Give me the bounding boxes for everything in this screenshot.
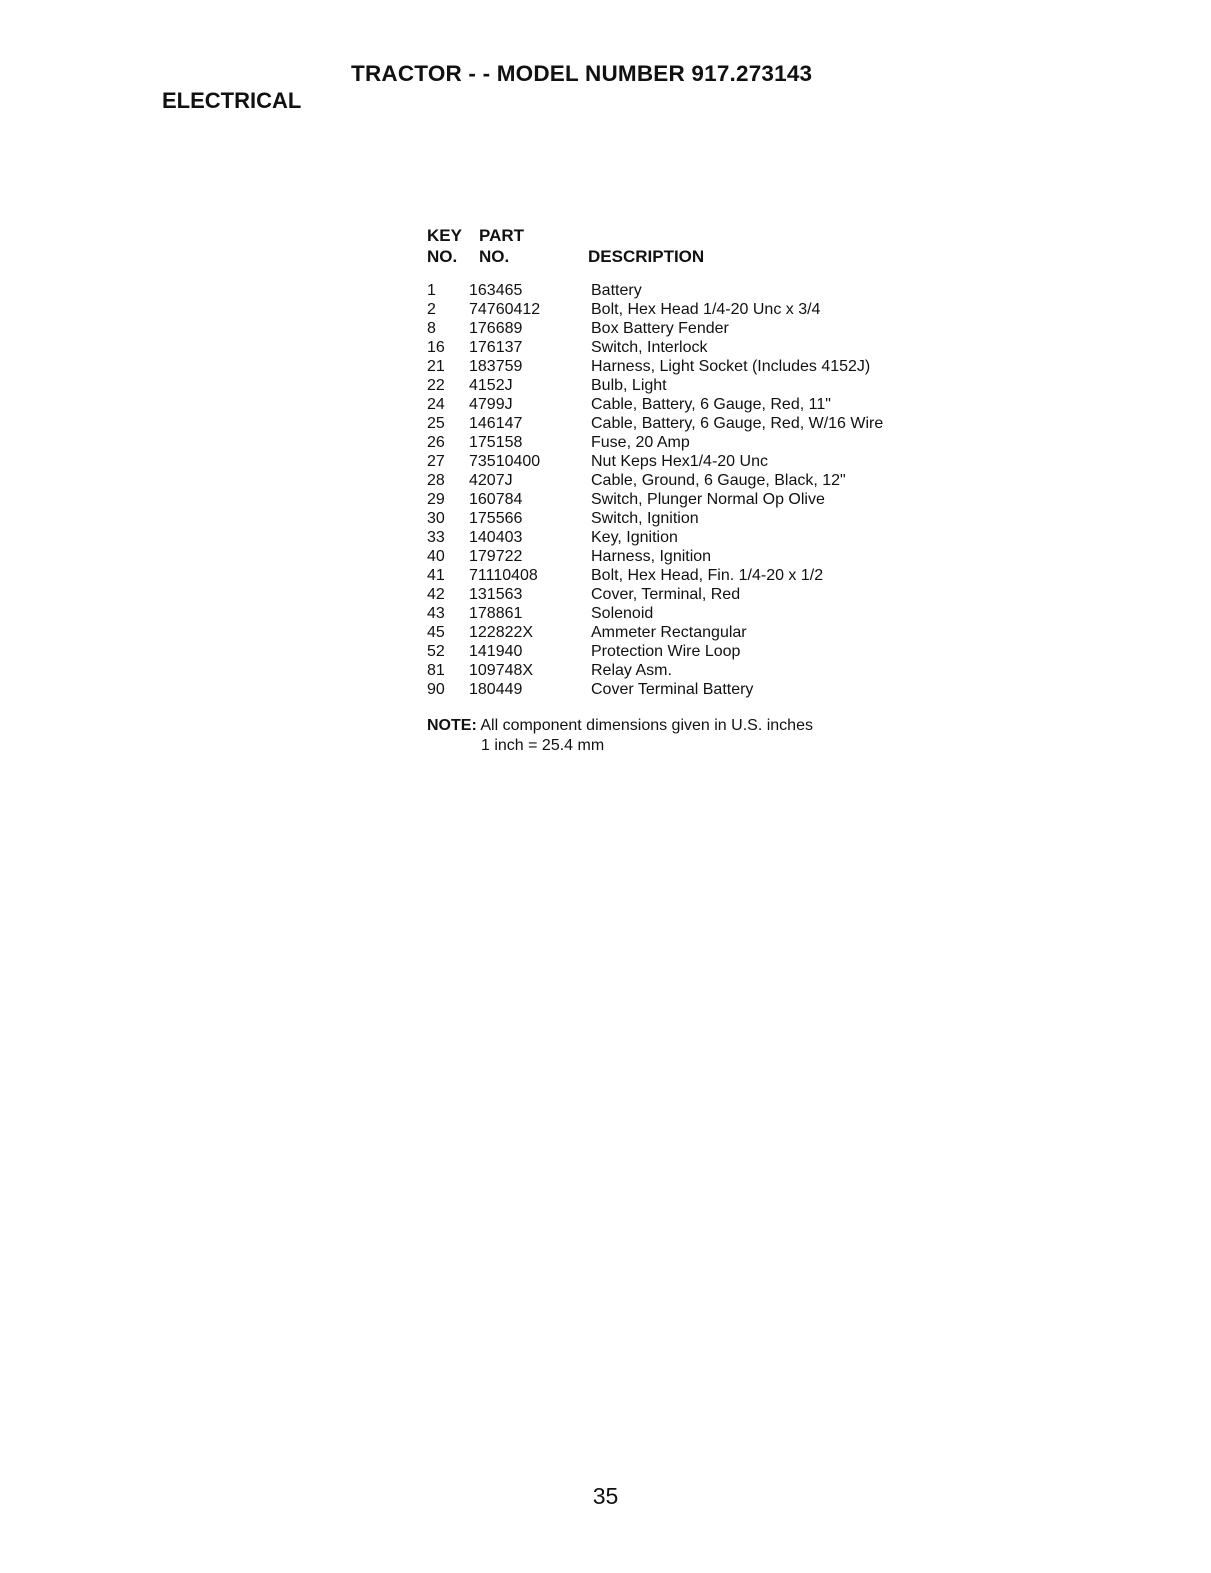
table-row xyxy=(427,319,1027,338)
part-number: 146147 xyxy=(469,415,523,432)
table-row xyxy=(427,281,1027,300)
part-number: 176689 xyxy=(469,320,523,337)
key-number: 81 xyxy=(427,662,445,679)
key-number: 41 xyxy=(427,567,445,584)
part-number: 109748X xyxy=(469,662,534,679)
part-number: 178861 xyxy=(469,605,523,622)
table-row xyxy=(427,509,1027,528)
key-column-header-line2: NO. xyxy=(427,247,458,266)
part-number: 73510400 xyxy=(469,453,541,470)
part-description: Battery xyxy=(591,282,642,299)
part-description: Fuse, 20 Amp xyxy=(591,434,690,451)
part-number: 122822X xyxy=(469,624,534,641)
part-number: 176137 xyxy=(469,339,523,356)
part-number: 183759 xyxy=(469,358,523,375)
key-number: 26 xyxy=(427,434,445,451)
part-number: 71110408 xyxy=(469,567,538,584)
part-column-header-line2: NO. xyxy=(479,247,510,266)
table-row xyxy=(427,623,1027,642)
key-number: 27 xyxy=(427,453,445,470)
part-column-header-line1: PART xyxy=(479,226,525,245)
part-description: Cover Terminal Battery xyxy=(591,681,754,698)
note-label: NOTE: xyxy=(427,717,477,734)
table-row xyxy=(427,338,1027,357)
part-number: 160784 xyxy=(469,491,523,508)
key-number: 28 xyxy=(427,472,445,489)
part-number: 4799J xyxy=(469,396,513,413)
key-number: 43 xyxy=(427,605,445,622)
table-row xyxy=(427,680,1027,699)
part-number: 4152J xyxy=(469,377,513,394)
part-description: Harness, Light Socket (Includes 4152J) xyxy=(591,358,871,375)
part-number: 74760412 xyxy=(469,301,541,318)
table-row xyxy=(427,490,1027,509)
note-conversion: 1 inch = 25.4 mm xyxy=(481,737,605,754)
note xyxy=(427,716,813,735)
part-number: 180449 xyxy=(469,681,523,698)
key-number: 30 xyxy=(427,510,445,527)
key-number: 42 xyxy=(427,586,445,603)
table-row xyxy=(427,433,1027,452)
table-row xyxy=(427,566,1027,585)
parts-table-header xyxy=(427,226,927,272)
part-number: 175158 xyxy=(469,434,523,451)
page-number: 35 xyxy=(592,1483,619,1509)
part-number: 4207J xyxy=(469,472,513,489)
key-number: 2 xyxy=(427,301,436,318)
table-row xyxy=(427,414,1027,433)
part-description: Bolt, Hex Head, Fin. 1/4-20 x 1/2 xyxy=(591,567,824,584)
part-number: 179722 xyxy=(469,548,523,565)
part-description: Solenoid xyxy=(591,605,654,622)
key-number: 8 xyxy=(427,320,436,337)
part-number: 163465 xyxy=(469,282,523,299)
key-number: 25 xyxy=(427,415,445,432)
part-description: Box Battery Fender xyxy=(591,320,729,337)
key-number: 21 xyxy=(427,358,445,375)
table-row xyxy=(427,604,1027,623)
part-number: 140403 xyxy=(469,529,523,546)
table-row xyxy=(427,452,1027,471)
key-number: 90 xyxy=(427,681,445,698)
part-description: Cable, Battery, 6 Gauge, Red, W/16 Wire xyxy=(591,415,884,432)
page-title: TRACTOR - - MODEL NUMBER 917.273143 xyxy=(351,61,813,86)
table-row xyxy=(427,395,1027,414)
part-description: Cable, Battery, 6 Gauge, Red, 11" xyxy=(591,396,831,413)
part-description: Key, Ignition xyxy=(591,529,678,546)
table-row xyxy=(427,471,1027,490)
table-row xyxy=(427,642,1027,661)
part-description: Cover, Terminal, Red xyxy=(591,586,741,603)
section-heading: ELECTRICAL xyxy=(162,88,302,113)
part-description: Bulb, Light xyxy=(591,377,667,394)
key-number: 40 xyxy=(427,548,445,565)
part-number: 141940 xyxy=(469,643,523,660)
part-description: Protection Wire Loop xyxy=(591,643,741,660)
description-column-header: DESCRIPTION xyxy=(588,247,705,266)
key-number: 1 xyxy=(427,282,436,299)
key-number: 33 xyxy=(427,529,445,546)
table-row xyxy=(427,585,1027,604)
part-description: Ammeter Rectangular xyxy=(591,624,747,641)
table-row xyxy=(427,661,1027,680)
key-number: 29 xyxy=(427,491,445,508)
table-row xyxy=(427,528,1027,547)
part-description: Switch, Interlock xyxy=(591,339,708,356)
part-description: Nut Keps Hex1/4-20 Unc xyxy=(591,453,768,470)
part-description: Bolt, Hex Head 1/4-20 Unc x 3/4 xyxy=(591,301,821,318)
key-column-header-line1: KEY xyxy=(427,226,462,245)
key-number: 52 xyxy=(427,643,445,660)
part-description: Harness, Ignition xyxy=(591,548,712,565)
key-number: 16 xyxy=(427,339,445,356)
table-row xyxy=(427,376,1027,395)
note-text: All component dimensions given in U.S. inches xyxy=(480,717,813,734)
part-description: Switch, Plunger Normal Op Olive xyxy=(591,491,825,508)
table-row xyxy=(427,300,1027,319)
table-row xyxy=(427,547,1027,566)
table-row xyxy=(427,357,1027,376)
parts-list xyxy=(427,281,1027,699)
part-description: Relay Asm. xyxy=(591,662,672,679)
part-description: Switch, Ignition xyxy=(591,510,699,527)
part-description: Cable, Ground, 6 Gauge, Black, 12" xyxy=(591,472,846,489)
key-number: 24 xyxy=(427,396,445,413)
part-number: 131563 xyxy=(469,586,523,603)
part-number: 175566 xyxy=(469,510,523,527)
key-number: 22 xyxy=(427,377,445,394)
key-number: 45 xyxy=(427,624,445,641)
